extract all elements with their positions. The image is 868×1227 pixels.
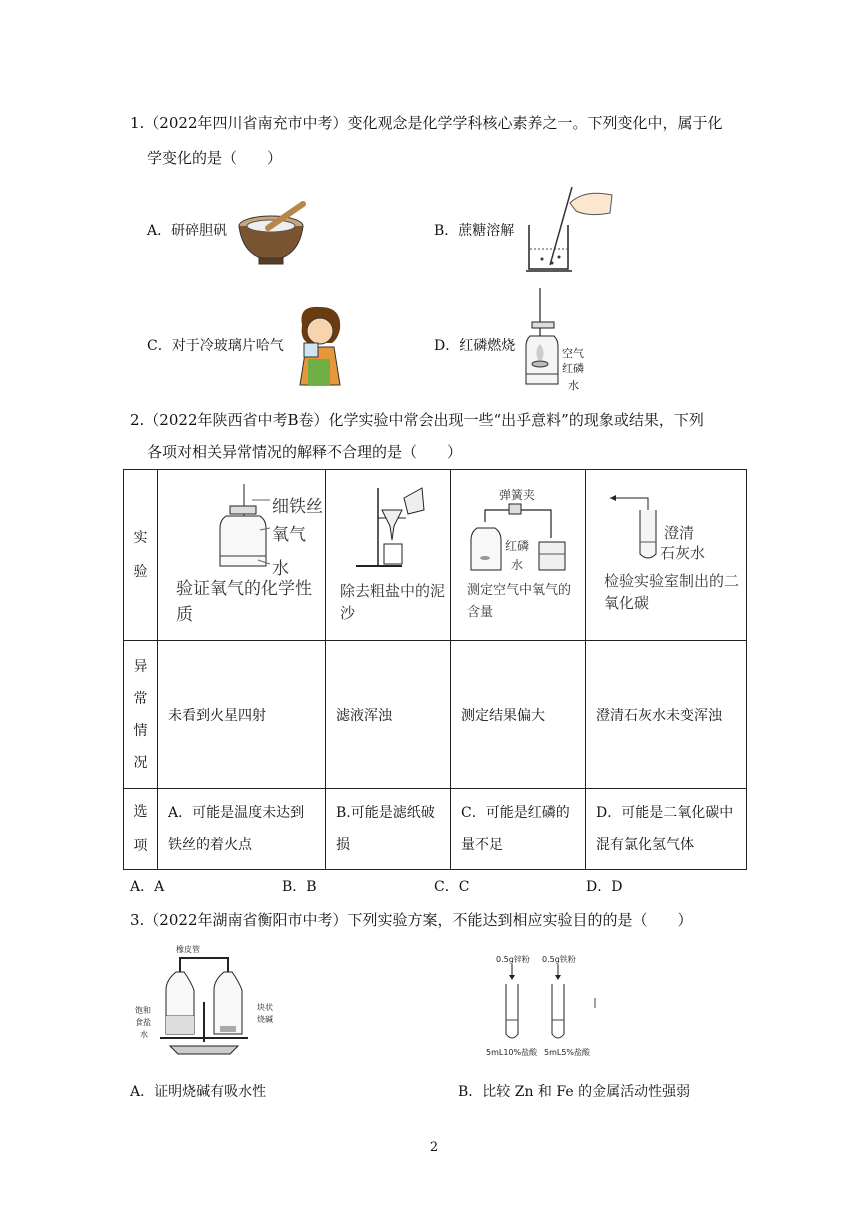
q1-option-d: D．红磷燃烧 bbox=[434, 338, 516, 354]
experiment-cell-co2-test: 澄清 石灰水 检验实验室制出的二氧化碳 bbox=[586, 470, 747, 641]
q2-answer-a: A．A bbox=[130, 879, 165, 895]
balance-bottles-figure bbox=[130, 942, 270, 1060]
figure-label-phosphorus: 红磷 bbox=[562, 362, 584, 375]
figure-label-air: 空气 bbox=[562, 347, 584, 360]
label-water-a: 水 bbox=[140, 1030, 148, 1039]
q2-answer-c: C．C bbox=[434, 879, 470, 895]
choice-cell-c: C．可能是红磷的 量不足 bbox=[451, 789, 586, 870]
experiment-cell-iron-wire: 细铁丝 氧气 水 验证氧气的化学性质 bbox=[158, 470, 326, 641]
abnormal-cell-1: 未看到火星四射 bbox=[158, 641, 326, 789]
row-head-abnormal: 异常情况 bbox=[124, 641, 158, 789]
q1-stem-line1: 1.（2022年四川省南充市中考）变化观念是化学学科核心素养之一。下列变化中，属于化 bbox=[130, 114, 723, 132]
q2-answer-d: D．D bbox=[586, 879, 623, 895]
label-acid-10: 5mL10%盐酸 bbox=[486, 1048, 538, 1057]
q1-option-c: C．对于冷玻璃片哈气 bbox=[147, 338, 284, 354]
label-iron-powder: 0.5g铁粉 bbox=[542, 955, 576, 964]
choice-cell-d: D．可能是二氧化碳中 混有氯化氢气体 bbox=[586, 789, 747, 870]
q3-stem-line1: 3.（2022年湖南省衡阳市中考）下列实验方案，不能达到相应实验目的的是（ ） bbox=[130, 911, 693, 929]
label-saturated: 饱和 bbox=[135, 1006, 151, 1015]
q1-option-b: B．蔗糖溶解 bbox=[434, 223, 515, 239]
caption-verify-oxygen: 验证氧气的化学性质 bbox=[176, 579, 312, 625]
caption-measure-oxygen: 测定空气中氧气的含量 bbox=[467, 583, 572, 620]
experiment-cell-air-oxygen: 弹簧夹 红磷 水 测定空气中氧气的含量 bbox=[451, 470, 586, 641]
mortar-pestle-figure bbox=[233, 200, 313, 268]
figure-label-water: 水 bbox=[568, 379, 579, 392]
label-acid-5: 5mL5%盐酸 bbox=[544, 1048, 591, 1057]
q1-stem-line2: 学变化的是（ ） bbox=[147, 149, 283, 167]
abnormal-cell-3: 测定结果偏大 bbox=[451, 641, 586, 789]
experiment-cell-filtration bbox=[326, 470, 451, 641]
choice-cell-b: B.可能是滤纸破 损 bbox=[326, 789, 451, 870]
caption-test-co2: 检验实验室制出的二氧化碳 bbox=[604, 572, 740, 612]
girl-breathing-on-glass-figure bbox=[288, 303, 350, 387]
abnormal-cell-2: 滤液浑浊 bbox=[326, 641, 451, 789]
choice-cell-a: A．可能是温度未达到 铁丝的着火点 bbox=[158, 789, 326, 870]
table-row-experiment bbox=[124, 470, 747, 641]
q2-stem-line2: 各项对相关异常情况的解释不合理的是（ ） bbox=[147, 443, 463, 461]
q2-stem-line1: 2.（2022年陕西省中考B卷）化学实验中常会出现一些“出乎意料”的现象或结果，下列 bbox=[130, 411, 704, 429]
q1-option-a: A．研碎胆矾 bbox=[147, 223, 228, 239]
label-zinc-powder: 0.5g锌粉 bbox=[496, 955, 530, 964]
page-number: 2 bbox=[429, 1140, 439, 1155]
q2-answer-b: B．B bbox=[282, 879, 317, 895]
label-salt: 食盐 bbox=[135, 1018, 151, 1027]
table-row-abnormal bbox=[124, 641, 747, 789]
caption-remove-sand: 除去粗盐中的泥沙 bbox=[340, 582, 446, 622]
q3-option-a: A．证明烧碱有吸水性 bbox=[130, 1084, 267, 1100]
row-head-choices: 选项 bbox=[124, 789, 158, 870]
abnormal-cell-4: 澄清石灰水未变浑浊 bbox=[586, 641, 747, 789]
label-block: 块状 bbox=[257, 1003, 273, 1012]
test-tubes-figure bbox=[490, 960, 610, 1050]
row-head-experiment: 实验 bbox=[124, 470, 158, 641]
label-rubber-tube: 橡皮管 bbox=[176, 945, 200, 954]
label-caustic-soda: 烧碱 bbox=[257, 1015, 273, 1024]
table-row-choices bbox=[124, 789, 747, 870]
beaker-stirring-figure bbox=[524, 183, 616, 275]
experiment-table bbox=[123, 469, 747, 870]
q3-option-b: B．比较 Zn 和 Fe 的金属活动性强弱 bbox=[458, 1084, 691, 1100]
